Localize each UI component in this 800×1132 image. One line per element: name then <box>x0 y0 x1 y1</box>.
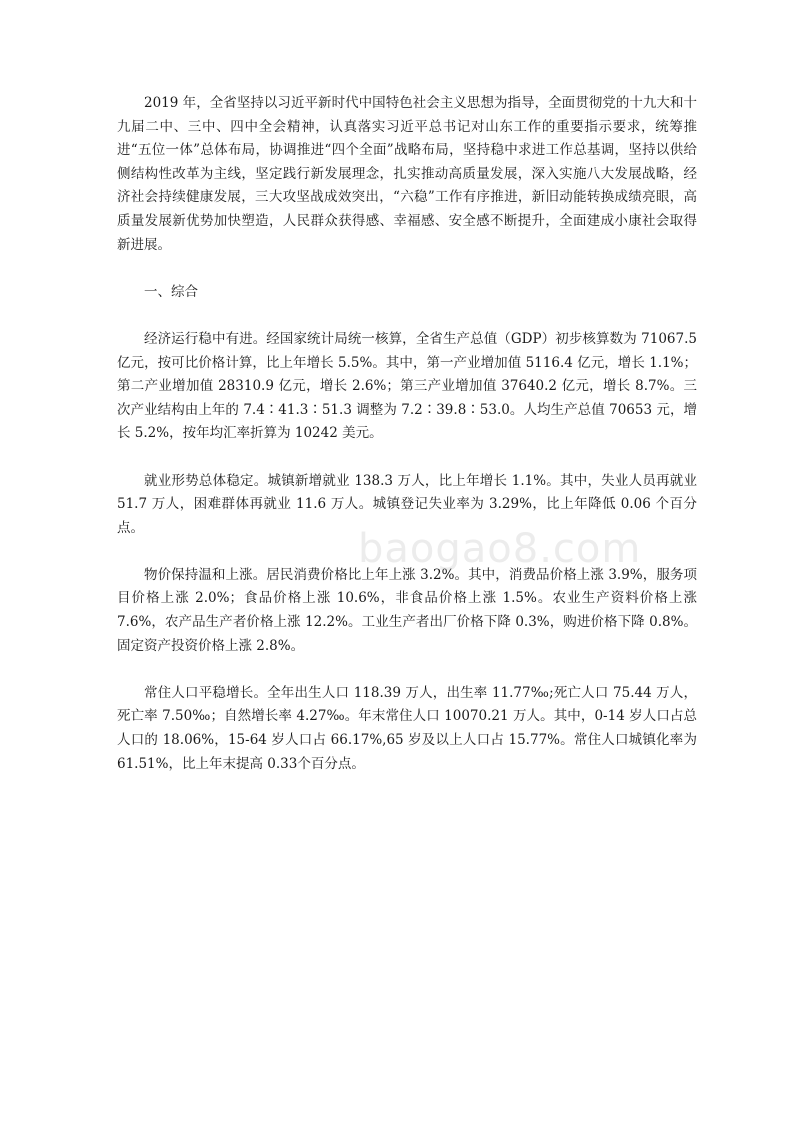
paragraph-employment: 就业形势总体稳定。城镇新增就业 138.3 万人，比上年增长 1.1%。其中，失业人员再就业 51.7 万人，困难群体再就业 11.6 万人。城镇登记失业率为 3.29%，比上年降低 0.06 个百分点。 <box>117 472 697 536</box>
paragraph-gap <box>117 257 697 281</box>
paragraph-gap <box>117 304 697 328</box>
paragraph-economy: 经济运行稳中有进。经国家统计局统一核算，全省生产总值（GDP）初步核算数为 71067.5 亿元，按可比价格计算，比上年增长 5.5%。其中，第一产业增加值 5116.4 亿元，增长 1.1%；第二产业增加值 28310.9 亿元，增长 2.6%；第三产业增加值 37640.2 亿元，增长 8.7%。三次产业结构由上年的 7.4∶41.3∶51.3 调整为 7.2∶39.8∶53.0。人均生产总值 70653 元，增长 5.2%，按年均汇率折算为 10242 美元。 <box>117 330 697 442</box>
watermark: baogao8.com <box>358 526 642 572</box>
paragraph-gap <box>117 658 697 682</box>
section-heading: 一、综合 <box>144 283 198 300</box>
paragraph-population: 常住人口平稳增长。全年出生人口 118.39 万人，出生率 11.77‰;死亡人口 75.44 万人，死亡率 7.50‰；自然增长率 4.27‰。年末常住人口 10070.21 万人。其中，0-14 岁人口占总人口的 18.06%，15-64 岁人口占 66.17%,65 岁及以上人口占 15.77%。常住人口城镇化率为 61.51%，比上年末提高 0.33个百分点。 <box>117 684 697 772</box>
intro-paragraph: 2019 年，全省坚持以习近平新时代中国特色社会主义思想为指导，全面贯彻党的十九大和十九届二中、三中、四中全会精神，认真落实习近平总书记对山东工作的重要指示要求，统筹推进“五位一体”总体布局，协调推进“四个全面”战略布局，坚持稳中求进工作总基调，坚持以供给侧结构性改革为主线，坚定践行新发展理念，扎实推动高质量发展，深入实施八大发展战略，经济社会持续健康发展，三大攻坚战成效突出，“六稳”工作有序推进，新旧动能转换成绩亮眼，高质量发展新优势加快塑造，人民群众获得感、幸福感、安全感不断提升，全面建成小康社会取得新进展。 <box>117 95 697 253</box>
document-body <box>117 92 697 776</box>
paragraph-gap <box>117 446 697 470</box>
paragraph-gap <box>117 540 697 564</box>
paragraph-prices: 物价保持温和上涨。居民消费价格比上年上涨 3.2%。其中，消费品价格上涨 3.9%，服务项目价格上涨 2.0%；食品价格上涨 10.6%，非食品价格上涨 1.5%。农业生产资料价格上涨 7.6%，农产品生产者价格上涨 12.2%。工业生产者出厂价格下降 0.3%，购进价格下降 0.8%。固定资产投资价格上涨 2.8%。 <box>117 566 697 654</box>
